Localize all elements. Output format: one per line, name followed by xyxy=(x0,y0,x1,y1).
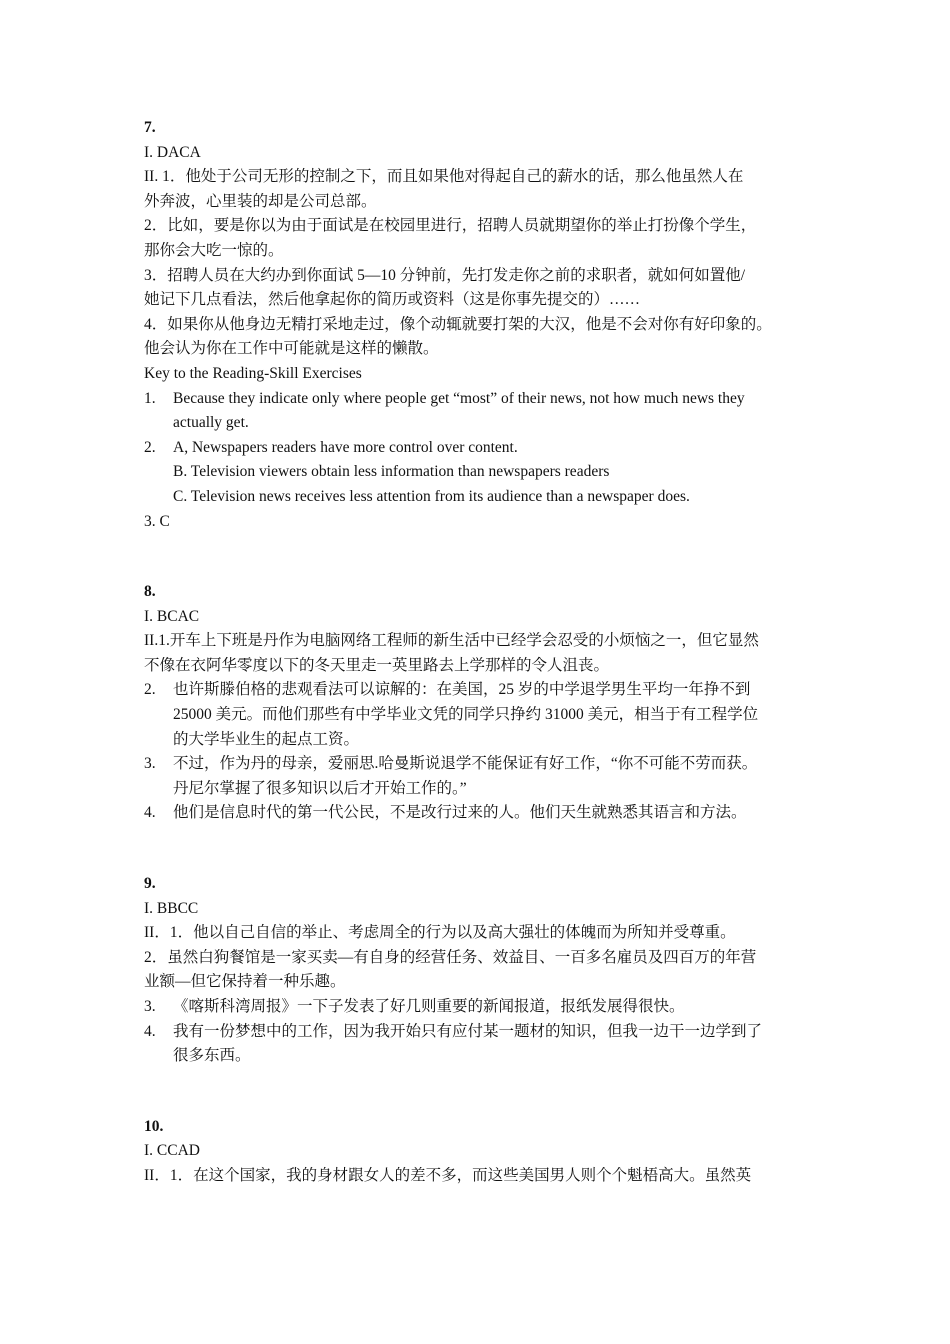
item-text: 他们是信息时代的第一代公民，不是改行过来的人。他们天生就熟悉其语言和方法。 xyxy=(173,804,747,822)
translation-line: 4．如果你从他身边无精打采地走过，像个动辄就要打架的大汉，他是不会对你有好印象的。 xyxy=(144,315,772,333)
key-item xyxy=(144,387,810,436)
translation-line: II．1．他以自己自信的举止、考虑周全的行为以及高大强壮的体魄而为所知并受尊重。 xyxy=(144,924,736,942)
section-8 xyxy=(144,580,810,826)
item-number: 4. xyxy=(144,1022,156,1040)
item-text: 也许斯滕伯格的悲观看法可以谅解的：在美国，25 岁的中学退学男生平均一年挣不到 xyxy=(173,681,751,699)
item-text: actually get. xyxy=(173,414,249,432)
section-9 xyxy=(144,872,810,1069)
translation-line: II. 1．他处于公司无形的控制之下，而且如果他对得起自己的薪水的话，那么他虽然人在 xyxy=(144,168,744,186)
item-text: Because they indicate only where people get “most” of their news, not how much news they xyxy=(173,389,745,407)
translation-line: 不像在衣阿华零度以下的冬天里走一英里路去上学那样的令人沮丧。 xyxy=(144,656,610,674)
item-text: 的大学毕业生的起点工资。 xyxy=(173,730,360,748)
item-text: A, Newspapers readers have more control over content. xyxy=(173,438,518,456)
translation-item xyxy=(144,995,810,1020)
answer-key-page xyxy=(144,116,810,1189)
key-item xyxy=(144,436,810,510)
translation-line: II.1.开车上下班是丹作为电脑网络工程师的新生活中已经学会忍受的小烦恼之一，但它显然 xyxy=(144,632,759,650)
section-7 xyxy=(144,116,810,534)
section-heading: 10. xyxy=(144,1117,164,1135)
key-item-last: 3. C xyxy=(144,512,170,530)
section-heading: 7. xyxy=(144,119,156,136)
translation-item xyxy=(144,678,810,752)
item-text: 25000 美元。而他们那些有中学毕业文凭的同学只挣约 31000 美元，相当于有工程学位 xyxy=(173,706,759,724)
section-heading: 8. xyxy=(144,583,156,601)
item-number: 2. xyxy=(144,681,156,699)
translation-line: 那你会大吃一惊的。 xyxy=(144,241,284,259)
item-text: B. Television viewers obtain less information than newspapers readers xyxy=(173,463,610,481)
part1-answers: I. CCAD xyxy=(144,1142,200,1160)
key-title: Key to the Reading-Skill Exercises xyxy=(144,364,362,382)
item-text: 很多东西。 xyxy=(173,1047,251,1065)
translation-line: 2．虽然白狗餐馆是一家买卖—有自身的经营任务、效益目、一百多名雇员及四百万的年营 xyxy=(144,948,757,966)
translation-line: 她记下几点看法，然后他拿起你的简历或资料（这是你事先提交的）…… xyxy=(144,291,641,309)
translation-line: 外奔波，心里装的却是公司总部。 xyxy=(144,192,377,210)
item-number: 1. xyxy=(144,389,156,407)
part1-answers: I. BCAC xyxy=(144,607,200,625)
translation-line: 他会认为你在工作中可能就是这样的懒散。 xyxy=(144,340,439,358)
item-number: 3. xyxy=(144,998,156,1015)
translation-line: 业额—但它保持着一种乐趣。 xyxy=(144,973,346,991)
part1-answers: I. BBCC xyxy=(144,899,199,917)
translation-line: II．1．在这个国家，我的身材跟女人的差不多，而这些美国男人则个个魁梧高大。虽然英 xyxy=(144,1166,752,1184)
item-text: 《喀斯科湾周报》一下子发表了好几则重要的新闻报道，报纸发展得很快。 xyxy=(173,998,685,1015)
part1-answers: I. DACA xyxy=(144,143,201,161)
item-text: 我有一份梦想中的工作，因为我开始只有应付某一题材的知识，但我一边干一边学到了 xyxy=(173,1022,763,1040)
translation-line: 2．比如，要是你以为由于面试是在校园里进行，招聘人员就期望你的举止打扮像个学生， xyxy=(144,217,757,235)
item-number: 3. xyxy=(144,755,156,773)
section-heading: 9. xyxy=(144,875,156,893)
item-text: 不过，作为丹的母亲，爱丽思.哈曼斯说退学不能保证有好工作，“你不可能不劳而获。 xyxy=(173,755,758,773)
item-text: 丹尼尔掌握了很多知识以后才开始工作的。” xyxy=(173,779,467,797)
item-number: 4. xyxy=(144,804,156,822)
translation-line: 3．招聘人员在大约办到你面试 5—10 分钟前，先打发走你之前的求职者，就如何如置他/ xyxy=(144,266,746,284)
section-10 xyxy=(144,1115,810,1189)
translation-item xyxy=(144,1020,810,1069)
translation-item xyxy=(144,752,810,801)
item-number: 2. xyxy=(144,438,156,456)
translation-item xyxy=(144,801,810,826)
item-text: C. Television news receives less attention from its audience than a newspaper does. xyxy=(173,487,690,505)
